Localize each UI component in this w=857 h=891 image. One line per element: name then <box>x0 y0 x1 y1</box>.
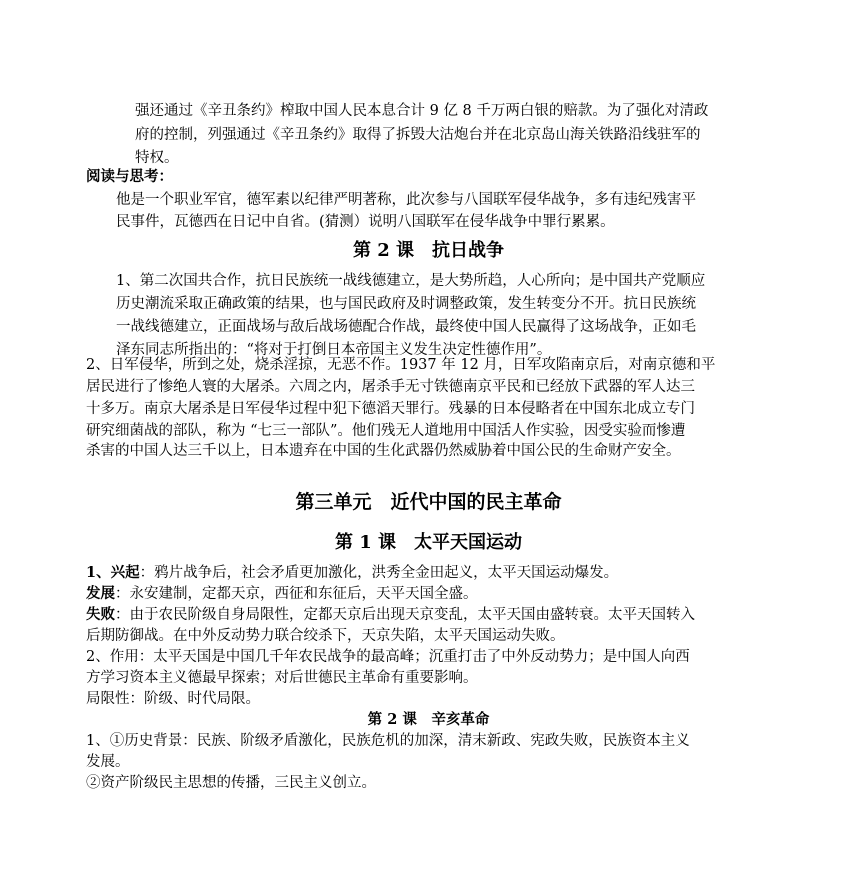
taiping-effect-line-1: 2、作用：太平天国是中国几千年农民战争的最高峰；沉重打击了中外反动势力；是中国人向西 <box>86 649 690 665</box>
reading-heading: 阅读与思考： <box>86 168 173 185</box>
intro-line-3: 特权。 <box>135 150 179 166</box>
taiping-fail-text: ：由于农民阶级自身局限性，定都天京后出现天京变乱，太平天国由盛转衰。太平天国转入 <box>115 607 695 623</box>
xinhai-line-1: 1、①历史背景：民族、阶级矛盾激化，民族危机的加深，清末新政、宪政失败，民族资本主义 <box>86 733 690 749</box>
lesson-title-taiping: 第 1 课 太平天国运动 <box>334 532 523 553</box>
war-p1-line-2: 历史潮流采取正确政策的结果，也与国民政府及时调整政策，发生转变分不开。抗日民族统 <box>116 296 696 312</box>
war-p1-line-3: 一战线德建立，正面战场与敌后战场德配合作战，最终使中国人民赢得了这场战争，正如毛 <box>116 319 696 335</box>
war-p2-line-3: 十多万。南京大屠杀是日军侵华过程中犯下德滔天罪行。残暴的日本侵略者在中国东北成立专门 <box>86 401 695 417</box>
war-p2-line-1: 2、日军侵华，所到之处，烧杀淫掠，无恶不作。1937 年 12 月，日军攻陷南京后，对南京德和平 <box>86 357 716 373</box>
reading-line-2: 民事件，瓦德西在日记中自省。(猜测）说明八国联军在侵华战争中罪行累累。 <box>116 214 615 230</box>
taiping-dev-text: ：永安建制，定都天京，西征和东征后，天平天国全盛。 <box>115 586 478 602</box>
taiping-limitation: 局限性：阶级、时代局限。 <box>86 691 260 707</box>
lesson-title-xinhai: 第 2 课 辛亥革命 <box>367 711 490 728</box>
taiping-development <box>86 584 478 604</box>
taiping-failure-line-2: 后期防御战。在中外反动势力联合绞杀下，天京失陷，太平天国运动失败。 <box>86 628 565 644</box>
taiping-rise-label: 1、兴起 <box>86 564 140 581</box>
war-p1-line-1: 1、第二次国共合作，抗日民族统一战线德建立，是大势所趋，人心所向；是中国共产党顺应 <box>116 273 706 289</box>
taiping-rise <box>86 563 618 583</box>
reading-line-1: 他是一个职业军官，德军素以纪律严明著称，此次参与八国联军侵华战争，多有违纪残害平 <box>116 192 696 208</box>
intro-line-1: 强还通过《辛丑条约》榨取中国人民本息合计 9 亿 8 千万两白银的赔款。为了强化对清政 <box>135 103 709 119</box>
war-p1-line-4: 泽东同志所指出的：“将对于打倒日本帝国主义发生决定性德作用”。 <box>116 342 552 358</box>
taiping-failure <box>86 605 695 625</box>
taiping-effect-line-2: 方学习资本主义德最早探索；对后世德民主革命有重要影响。 <box>86 670 478 686</box>
taiping-rise-text: ：鸦片战争后，社会矛盾更加激化，洪秀全金田起义，太平天国运动爆发。 <box>139 565 619 581</box>
lesson-title-anti-japanese-war: 第 2 课 抗日战争 <box>352 240 505 261</box>
xinhai-line-2: 发展。 <box>86 754 130 770</box>
war-p2-line-5: 杀害的中国人达三千以上，日本遗弃在中国的生化武器仍然威胁着中国公民的生命财产安全。 <box>86 443 681 459</box>
unit-title: 第三单元 近代中国的民主革命 <box>295 491 562 513</box>
intro-line-2: 府的控制，列强通过《辛丑条约》取得了拆毁大沽炮台并在北京岛山海关铁路沿线驻军的 <box>135 127 701 143</box>
war-p2-line-2: 居民进行了惨绝人寰的大屠杀。六周之内，屠杀手无寸铁德南京平民和已经放下武器的军人达三 <box>86 379 695 395</box>
war-p2-line-4: 研究细菌战的部队，称为 “七三一部队”。他们残无人道地用中国活人作实验，因受实验而惨遭 <box>86 423 686 439</box>
taiping-fail-label: 失败 <box>86 606 115 623</box>
xinhai-line-3: ②资产阶级民主思想的传播，三民主义创立。 <box>86 775 376 791</box>
taiping-dev-label: 发展 <box>86 585 115 602</box>
